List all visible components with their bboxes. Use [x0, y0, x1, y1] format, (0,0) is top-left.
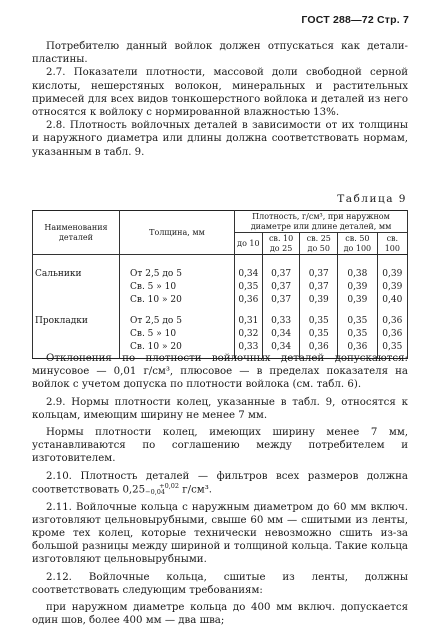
value-cell: 0,37 [262, 255, 300, 282]
table-row [33, 255, 408, 282]
value-cell: 0,34 [262, 341, 300, 359]
value-cell: 0,39 [338, 294, 378, 307]
value-cell: 0,35 [377, 341, 407, 359]
thickness-cell: Св. 5 » 10 [120, 281, 235, 294]
value-cell: 0,35 [300, 328, 338, 341]
paragraph-2-8: 2.8. Плотность войлочных деталей в зависимости от их толщины и наружного диаметра или длины должна соответствовать нормам, указанным в табл. 9. [32, 120, 408, 158]
density-table [32, 210, 408, 359]
value-cell: 0,40 [377, 294, 407, 307]
paragraph-2-7: 2.7. Показатели плотности, массовой доли свободной серной кислоты, нешерстяных волокон, минеральных и растительных примесей для всех видов тонкошерстного войлока и деталей из него относятся к войлоку с нормированной влажностью 13%. [32, 67, 408, 119]
value-cell: 0,33 [235, 341, 263, 359]
value-cell: 0,35 [300, 307, 338, 328]
value-cell: 0,36 [338, 341, 378, 359]
text-block-bottom [32, 352, 408, 627]
paragraph-2-10-unit: г/см³. [179, 484, 213, 496]
value-cell: 0,39 [377, 281, 407, 294]
text-block-top [32, 40, 408, 159]
table-row [33, 307, 408, 328]
sub-header-2: св. 25 до 50 [300, 233, 338, 255]
table-caption: Таблица 9 [337, 193, 407, 205]
value-cell: 0,37 [262, 294, 300, 307]
paragraph-2-9-b: Нормы плотности колец, имеющих ширину менее 7 мм, устанавливаются по соглашению между потребителем и изготовителем. [32, 427, 408, 465]
value-cell: 0,37 [300, 255, 338, 282]
value-cell: 0,35 [235, 281, 263, 294]
tolerance-plus: +0,02 [159, 481, 180, 490]
col-header-thickness: Толщина, мм [120, 211, 235, 255]
tolerance-fraction [145, 483, 179, 496]
table-row [33, 328, 408, 341]
value-cell: 0,34 [235, 255, 263, 282]
value-cell: 0,38 [338, 255, 378, 282]
paragraph-deviation: Отклонения по плотности войлочных деталей допускаются: минусовое — 0,01 г/см³, плюсовое — в пределах показателя на войлок с учетом допуска по плотности войлока (см. табл. 6). [32, 353, 408, 391]
value-cell: 0,39 [377, 255, 407, 282]
value-cell: 0,34 [262, 328, 300, 341]
thickness-cell: От 2,5 до 5 [120, 307, 235, 328]
value-cell: 0,31 [235, 307, 263, 328]
thickness-cell: Св. 5 » 10 [120, 328, 235, 341]
paragraph-2-10-text: 2.10. Плотность деталей — фильтров всех размеров должна соответствовать 0,25 [32, 470, 408, 496]
paragraph-2-9: 2.9. Нормы плотности колец, указанные в табл. 9, относятся к кольцам, имеющим ширину не менее 7 мм. [32, 396, 408, 421]
sub-header-1: св. 10 до 25 [262, 233, 300, 255]
value-cell: 0,36 [235, 294, 263, 307]
value-cell: 0,37 [262, 281, 300, 294]
thickness-cell: Св. 10 » 20 [120, 294, 235, 307]
value-cell: 0,36 [377, 307, 407, 328]
page-header: ГОСТ 288—72 Стр. 7 [301, 14, 409, 26]
col-header-density: Плотность, г/см³, при наружном диаметре или длине деталей, мм [235, 211, 408, 233]
sub-header-3: св. 50 до 100 [338, 233, 378, 255]
value-cell: 0,36 [300, 341, 338, 359]
value-cell: 0,32 [235, 328, 263, 341]
value-cell: 0,39 [300, 294, 338, 307]
thickness-cell: Св. 10 » 20 [120, 341, 235, 359]
value-cell: 0,33 [262, 307, 300, 328]
value-cell: 0,36 [377, 328, 407, 341]
paragraph-2-10 [32, 470, 408, 497]
table-row [33, 294, 408, 307]
paragraph-2-12: 2.12. Войлочные кольца, сшитые из ленты, должны соответствовать следующим требованиям: [32, 571, 408, 596]
value-cell: 0,37 [300, 281, 338, 294]
value-cell: 0,35 [338, 328, 378, 341]
table-row [33, 281, 408, 294]
paragraph-2-12-a: при наружном диаметре кольца до 400 мм включ. допускается один шов, более 400 мм — два шва; [32, 601, 408, 627]
value-cell: 0,35 [338, 307, 378, 328]
group-name-gaskets: Прокладки [33, 307, 120, 328]
paragraph-intro: Потребителю данный войлок должен отпускаться как детали-пластины. [32, 41, 408, 66]
paragraph-2-11: 2.11. Войлочные кольца с наружным диаметром до 60 мм включ. изготовляют цельновырубными, свыше 60 мм — сшитыми из ленты, кроме тех колец, которые технически невозможно сшить из-за большой разницы между шириной и толщиной кольца. Такие кольца изготовляют цельновырубными. [32, 501, 408, 566]
col-header-name: Наименования деталей [33, 211, 120, 255]
sub-header-4: св. 100 [377, 233, 407, 255]
thickness-cell: От 2,5 до 5 [120, 255, 235, 282]
sub-header-0: до 10 [235, 233, 263, 255]
group-name-seals: Сальники [33, 255, 120, 282]
value-cell: 0,39 [338, 281, 378, 294]
tolerance-minus: −0,04 [145, 488, 166, 497]
